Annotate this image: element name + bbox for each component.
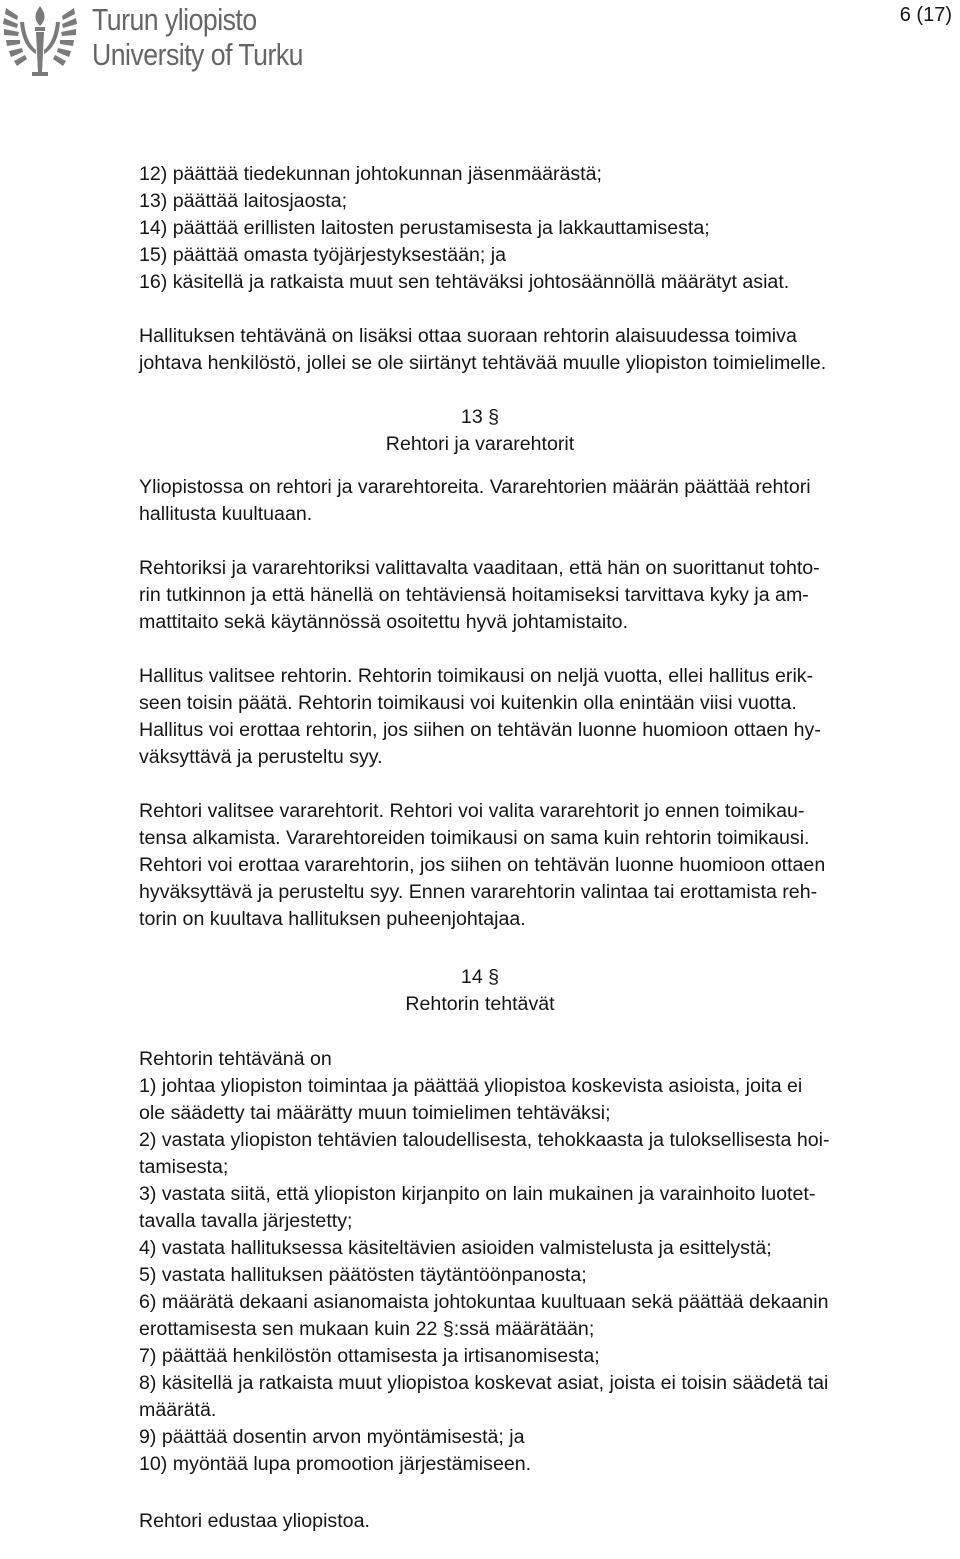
list-item: erottamisesta sen mukaan kuin 22 §:ssä määrätään; <box>139 1318 595 1340</box>
paragraph-line: hallitusta kuultuaan. <box>139 503 313 525</box>
paragraph-hallitus <box>139 323 959 377</box>
list-item: 8) käsitellä ja ratkaista muut yliopistoa koskevat asiat, joista ei toisin säädetä tai <box>139 1372 829 1394</box>
university-logo-text <box>92 2 303 72</box>
list-item: tavalla tavalla järjestetty; <box>139 1210 353 1232</box>
paragraph-line: johtava henkilöstö, jollei se ole siirtänyt tehtävää muulle yliopiston toimielimelle. <box>139 352 827 374</box>
paragraph-line: Yliopistossa on rehtori ja vararehtoreita. Vararehtorien määrän päättää rehtori <box>139 476 811 498</box>
paragraph-line: Rehtori valitsee vararehtorit. Rehtori voi valita vararehtorit jo ennen toimikau- <box>139 800 805 822</box>
paragraph-line: väksyttävä ja perusteltu syy. <box>139 746 383 768</box>
list-item: 14) päättää erillisten laitosten perustamisesta ja lakkauttamisesta; <box>139 217 710 239</box>
paragraph-line: Hallituksen tehtävänä on lisäksi ottaa suoraan rehtorin alaisuudessa toimiva <box>139 325 797 347</box>
list-item: 9) päättää dosentin arvon myöntämisestä; ja <box>139 1426 525 1448</box>
paragraph-line: Rehtori voi erottaa vararehtorin, jos siihen on tehtävän luonne huomioon ottaen <box>139 854 826 876</box>
paragraph-13-1 <box>139 474 959 528</box>
paragraph-line: rin tutkinnon ja että hänellä on tehtäviensä hoitamiseksi tarvittava kyky ja am- <box>139 584 809 606</box>
university-emblem-icon <box>2 2 78 78</box>
section-13-number: 13 § <box>460 406 500 428</box>
paragraph-line: seen toisin päätä. Rehtorin toimikausi voi kuitenkin olla enintään viisi vuotta. <box>139 692 797 714</box>
list-item: tamisesta; <box>139 1156 229 1178</box>
paragraph-line: hyväksyttävä ja perusteltu syy. Ennen vararehtorin valintaa tai erottamista reh- <box>139 881 818 903</box>
paragraph-line: Hallitus voi erottaa rehtorin, jos siihen on tehtävän luonne huomioon ottaen hy- <box>139 719 821 741</box>
document-body <box>139 161 959 1535</box>
section-14-title: Rehtorin tehtävät <box>405 993 555 1015</box>
page-number: 6 (17) <box>899 4 952 26</box>
section-14-intro: Rehtorin tehtävänä on <box>139 1048 332 1070</box>
logo-name-finnish: Turun yliopisto <box>92 2 257 37</box>
logo-name-english: University of Turku <box>92 37 303 72</box>
paragraph-13-3 <box>139 663 959 771</box>
list-item: 7) päättää henkilöstön ottamisesta ja irtisanomisesta; <box>139 1345 600 1367</box>
page-header <box>0 0 960 90</box>
closing-statement: Rehtori edustaa yliopistoa. <box>139 1510 370 1532</box>
section-14-number: 14 § <box>460 966 500 988</box>
list-item: 16) käsitellä ja ratkaista muut sen tehtäväksi johtosäännöllä määrätyt asiat. <box>139 271 790 293</box>
paragraph-line: mattitaito sekä käytännössä osoitettu hyvä johtamistaito. <box>139 611 629 633</box>
list-item: 3) vastata siitä, että yliopiston kirjanpito on lain mukainen ja varainhoito luotet- <box>139 1183 816 1205</box>
list-item: 10) myöntää lupa promootion järjestämiseen. <box>139 1453 532 1475</box>
paragraph-line: tensa alkamista. Vararehtoreiden toimikausi on sama kuin rehtorin toimikausi. <box>139 827 810 849</box>
rector-duties-list <box>139 1073 959 1478</box>
duties-list-continued <box>139 161 959 296</box>
list-item: 5) vastata hallituksen päätösten täytäntöönpanosta; <box>139 1264 587 1286</box>
paragraph-line: torin on kuultava hallituksen puheenjohtajaa. <box>139 908 526 930</box>
paragraph-line: Hallitus valitsee rehtorin. Rehtorin toimikausi on neljä vuotta, ellei hallitus erik- <box>139 665 814 687</box>
paragraph-13-4 <box>139 798 959 933</box>
list-item: 6) määrätä dekaani asianomaista johtokuntaa kuultuaan sekä päättää dekaanin <box>139 1291 829 1313</box>
paragraph-13-2 <box>139 555 959 636</box>
list-item: määrätä. <box>139 1399 217 1421</box>
list-item: 4) vastata hallituksessa käsiteltävien asioiden valmistelusta ja esittelystä; <box>139 1237 772 1259</box>
list-item: 2) vastata yliopiston tehtävien taloudellisesta, tehokkaasta ja tuloksellisesta hoi- <box>139 1129 830 1151</box>
section-13-title: Rehtori ja vararehtorit <box>385 433 575 455</box>
list-item: ole säädetty tai määrätty muun toimielimen tehtäväksi; <box>139 1102 611 1124</box>
paragraph-line: Rehtoriksi ja vararehtoriksi valittavalta vaaditaan, että hän on suorittanut tohto- <box>139 557 820 579</box>
list-item: 13) päättää laitosjaosta; <box>139 190 348 212</box>
list-item: 12) päättää tiedekunnan johtokunnan jäsenmäärästä; <box>139 163 602 185</box>
list-item: 1) johtaa yliopiston toimintaa ja päättää yliopistoa koskevista asioista, joita ei <box>139 1075 803 1097</box>
list-item: 15) päättää omasta työjärjestyksestään; ja <box>139 244 507 266</box>
